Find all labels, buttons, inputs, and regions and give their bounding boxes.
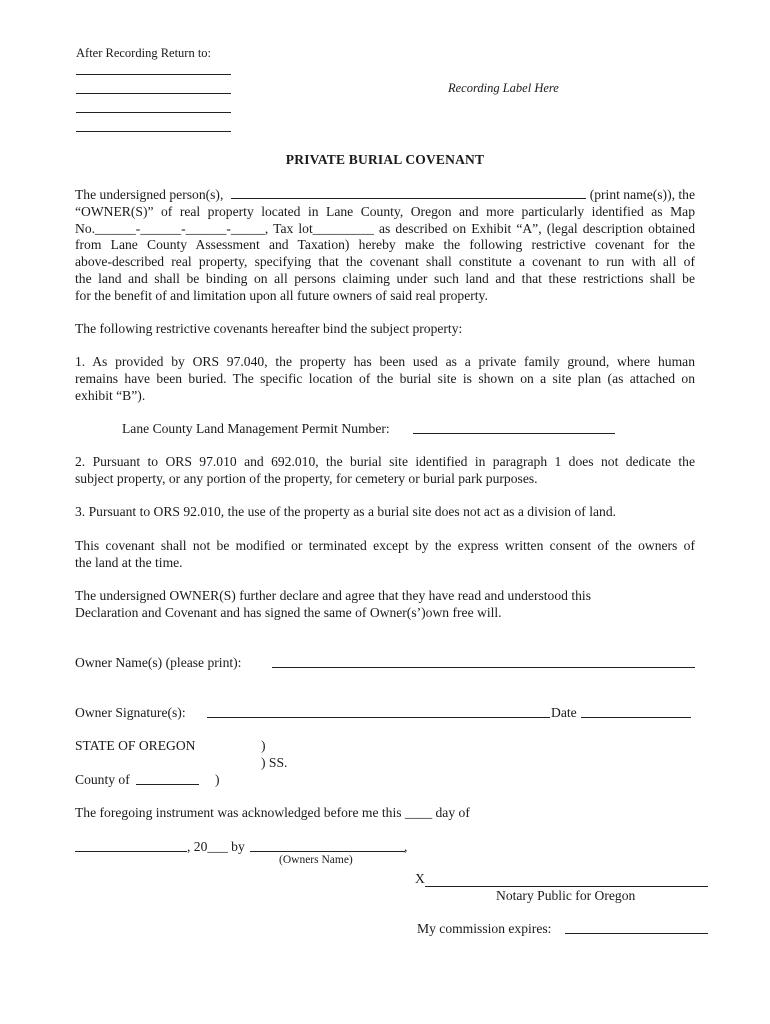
item-2 [75,454,695,488]
notary-x-mark: X [415,871,425,886]
declaration-line-2: Declaration and Covenant and has signed the same of Owner(s’)own free will. [75,604,502,620]
intro-line-1-end: (print name(s)), the [589,187,695,202]
print-names-blank[interactable] [231,186,585,199]
permit-number-blank[interactable] [413,433,615,434]
owner-signature-blank[interactable] [207,717,550,718]
recording-label: Recording Label Here [448,81,559,95]
intro-line-5: above-described real property, specifying that the covenant shall constitute a covenant to run with all of [75,254,695,270]
county-paren: ) [215,772,220,787]
return-address-line-1[interactable] [76,74,231,75]
county-blank[interactable] [136,784,199,785]
intro-line-2: “OWNER(S)” of real property located in Lane County, Oregon and more particularly identified as Map [75,203,695,219]
intro-line-3: No.______-______-______-_____, Tax lot_________ as described on Exhibit “A”, (legal description obtained [75,220,695,236]
notary-signature-blank[interactable] [425,886,708,887]
modification-line-1: This covenant shall not be modified or terminated except by the express written consent of the owners of [75,538,695,553]
covenants-intro: The following restrictive covenants hereafter bind the subject property: [75,321,463,336]
month-blank[interactable] [75,851,187,852]
ss-label: ) SS. [261,755,288,770]
owners-name-caption: (Owners Name) [279,854,353,866]
item-2-line-1: 2. Pursuant to ORS 97.010 and 692.010, the burial site identified in paragraph 1 does not dedicate the [75,454,695,469]
item-2-line-2: subject property, or any portion of the property, for cemetery or burial park purposes. [75,470,538,486]
return-address-line-4[interactable] [76,131,231,132]
intro-line-4: from Lane County Assessment and Taxation) hereby make the following restrictive covenant for the [75,237,695,253]
return-address-line-3[interactable] [76,112,231,113]
owner-name-label: Owner Name(s) (please print): [75,655,242,670]
declaration-paragraph [75,588,591,622]
item-1-line-2: remains have been buried. The specific location of the burial site is shown on a site plan (as attached on [75,370,695,386]
intro-line-6: the land and shall be binding on all persons claiming under such land and that these restrictions shall be [75,270,695,286]
state-paren: ) [261,738,266,753]
item-1-line-1: 1. As provided by ORS 97.040, the property has been used as a private family ground, where human [75,354,695,369]
owner-signature-label: Owner Signature(s): [75,705,186,720]
intro-paragraph [75,186,695,305]
county-label: County of [75,772,130,787]
return-to-label: After Recording Return to: [76,46,212,60]
intro-line-7: for the benefit of and limitation upon all future owners of said real property. [75,287,488,303]
declaration-line-1: The undersigned OWNER(S) further declare and agree that they have read and understood this [75,588,591,603]
date-blank[interactable] [581,717,691,718]
modification-line-2: the land at the time. [75,554,183,570]
return-address-line-2[interactable] [76,93,231,94]
state-label: STATE OF OREGON [75,738,196,753]
owner-name-blank[interactable] [272,667,695,668]
item-1 [75,354,695,404]
commission-expires-blank[interactable] [565,933,708,934]
owners-name-blank[interactable] [250,851,405,852]
year-by-text: , 20___ by [187,839,245,854]
item-3: 3. Pursuant to ORS 92.010, the use of the property as a burial site does not act as a division of land. [75,504,617,519]
item-1-line-3: exhibit “B”). [75,387,146,403]
permit-number-label: Lane County Land Management Permit Number: [122,421,390,436]
notary-public-label: Notary Public for Oregon [496,888,636,903]
acknowledgment-text: The foregoing instrument was acknowledged before me this ____ day of [75,805,470,820]
commission-expires-label: My commission expires: [417,921,552,936]
document-title: PRIVATE BURIAL COVENANT [285,152,485,167]
intro-line-1-start: The undersigned person(s), [75,187,224,202]
owners-name-comma: , [404,839,408,854]
modification-paragraph [75,538,695,572]
date-label: Date [551,705,577,720]
